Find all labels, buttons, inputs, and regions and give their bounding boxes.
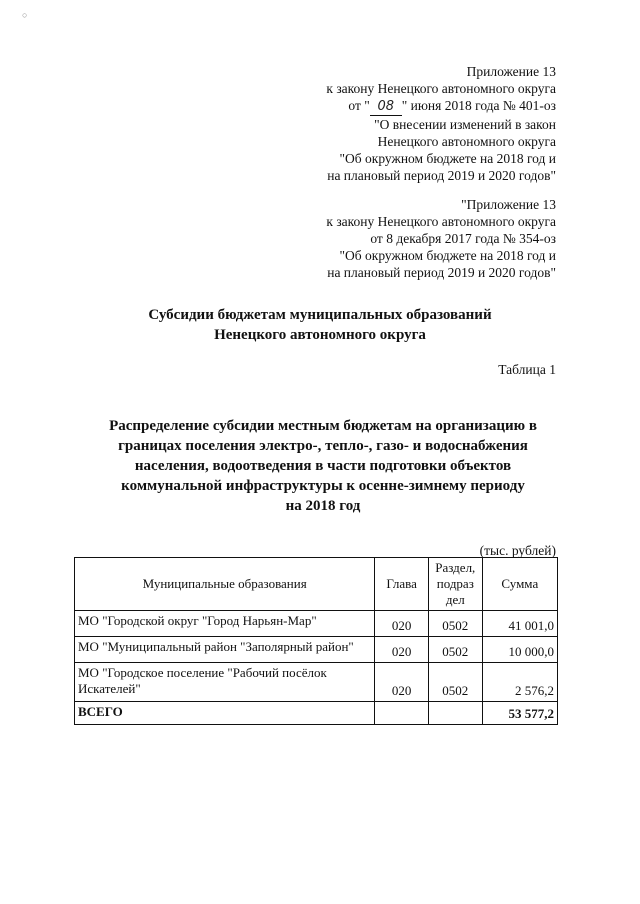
scan-corner-mark: ○: [22, 10, 28, 20]
section-title-line: Ненецкого автономного округа: [214, 327, 426, 343]
table-row: [75, 611, 558, 637]
cell-municipality: [75, 663, 375, 702]
appendix-line: к закону Ненецкого автономного округа: [326, 214, 556, 229]
header-section-line: подраз: [436, 576, 474, 591]
table-number: Таблица 1: [498, 362, 556, 377]
header-section-line: Раздел,: [435, 560, 476, 575]
cell-amount: 2 576,2: [482, 663, 557, 702]
date-suffix: " июня 2018 года № 401-оз: [401, 98, 556, 113]
appendix-line: на плановый период 2019 и 2020 годов": [327, 265, 556, 280]
document-heading: [88, 416, 558, 516]
appendix-line: "О внесении изменений в закон: [374, 117, 556, 132]
appendix-reference-current: [326, 63, 556, 184]
appendix-line: "Об окружном бюджете на 2018 год и: [339, 248, 556, 263]
header-section-line: дел: [445, 592, 465, 607]
cell-chapter: 020: [375, 611, 429, 637]
total-chapter-empty: [375, 702, 429, 725]
heading-line: коммунальной инфраструктуры к осенне-зимнему периоду: [121, 478, 525, 494]
cell-amount: 41 001,0: [482, 611, 557, 637]
heading-line: на 2018 год: [285, 498, 361, 514]
appendix-line: "Приложение 13: [461, 197, 556, 212]
municipality-name-line: МО "Городское поселение "Рабочий посёлок: [78, 665, 327, 680]
appendix-date-line: [326, 97, 556, 116]
appendix-line: "Об окружном бюджете на 2018 год и: [339, 151, 556, 166]
units-label: (тыс. рублей): [479, 543, 556, 558]
table-header-row: [75, 558, 558, 611]
appendix-line: Ненецкого автономного округа: [377, 134, 556, 149]
heading-line: Распределение субсидии местным бюджетам на организацию в: [109, 418, 537, 434]
table-total-row: [75, 702, 558, 725]
total-label: ВСЕГО: [75, 702, 375, 725]
cell-section: 0502: [428, 637, 482, 663]
date-prefix: от ": [348, 98, 370, 113]
header-municipality: Муниципальные образования: [75, 558, 375, 611]
total-amount: 53 577,2: [482, 702, 557, 725]
handwritten-day: 08: [370, 98, 402, 116]
heading-line: населения, водоотведения в части подготовки объектов: [134, 458, 512, 474]
municipality-name-line: МО "Муниципальный район "Заполярный район": [78, 639, 354, 654]
header-chapter: Глава: [375, 558, 429, 611]
appendix-line: к закону Ненецкого автономного округа: [326, 81, 556, 96]
section-title-line: Субсидии бюджетам муниципальных образований: [148, 307, 492, 323]
appendix-reference-original: [326, 196, 556, 281]
cell-chapter: 020: [375, 637, 429, 663]
cell-amount: 10 000,0: [482, 637, 557, 663]
subsidy-table: [74, 557, 558, 725]
municipality-name-line: Искателей": [78, 681, 141, 696]
cell-chapter: 020: [375, 663, 429, 702]
cell-section: 0502: [428, 663, 482, 702]
table-row: [75, 637, 558, 663]
appendix-line: на плановый период 2019 и 2020 годов": [327, 168, 556, 183]
cell-section: 0502: [428, 611, 482, 637]
cell-municipality: [75, 637, 375, 663]
municipality-name-line: МО "Городской округ "Город Нарьян-Мар": [78, 613, 317, 628]
total-section-empty: [428, 702, 482, 725]
header-section: [428, 558, 482, 611]
section-title: [0, 305, 640, 345]
cell-municipality: [75, 611, 375, 637]
header-amount: Сумма: [482, 558, 557, 611]
heading-line: границах поселения электро-, тепло-, газо- и водоснабжения: [118, 438, 528, 454]
appendix-line: от 8 декабря 2017 года № 354-оз: [370, 231, 556, 246]
appendix-line: Приложение 13: [466, 64, 556, 79]
table-row: [75, 663, 558, 702]
